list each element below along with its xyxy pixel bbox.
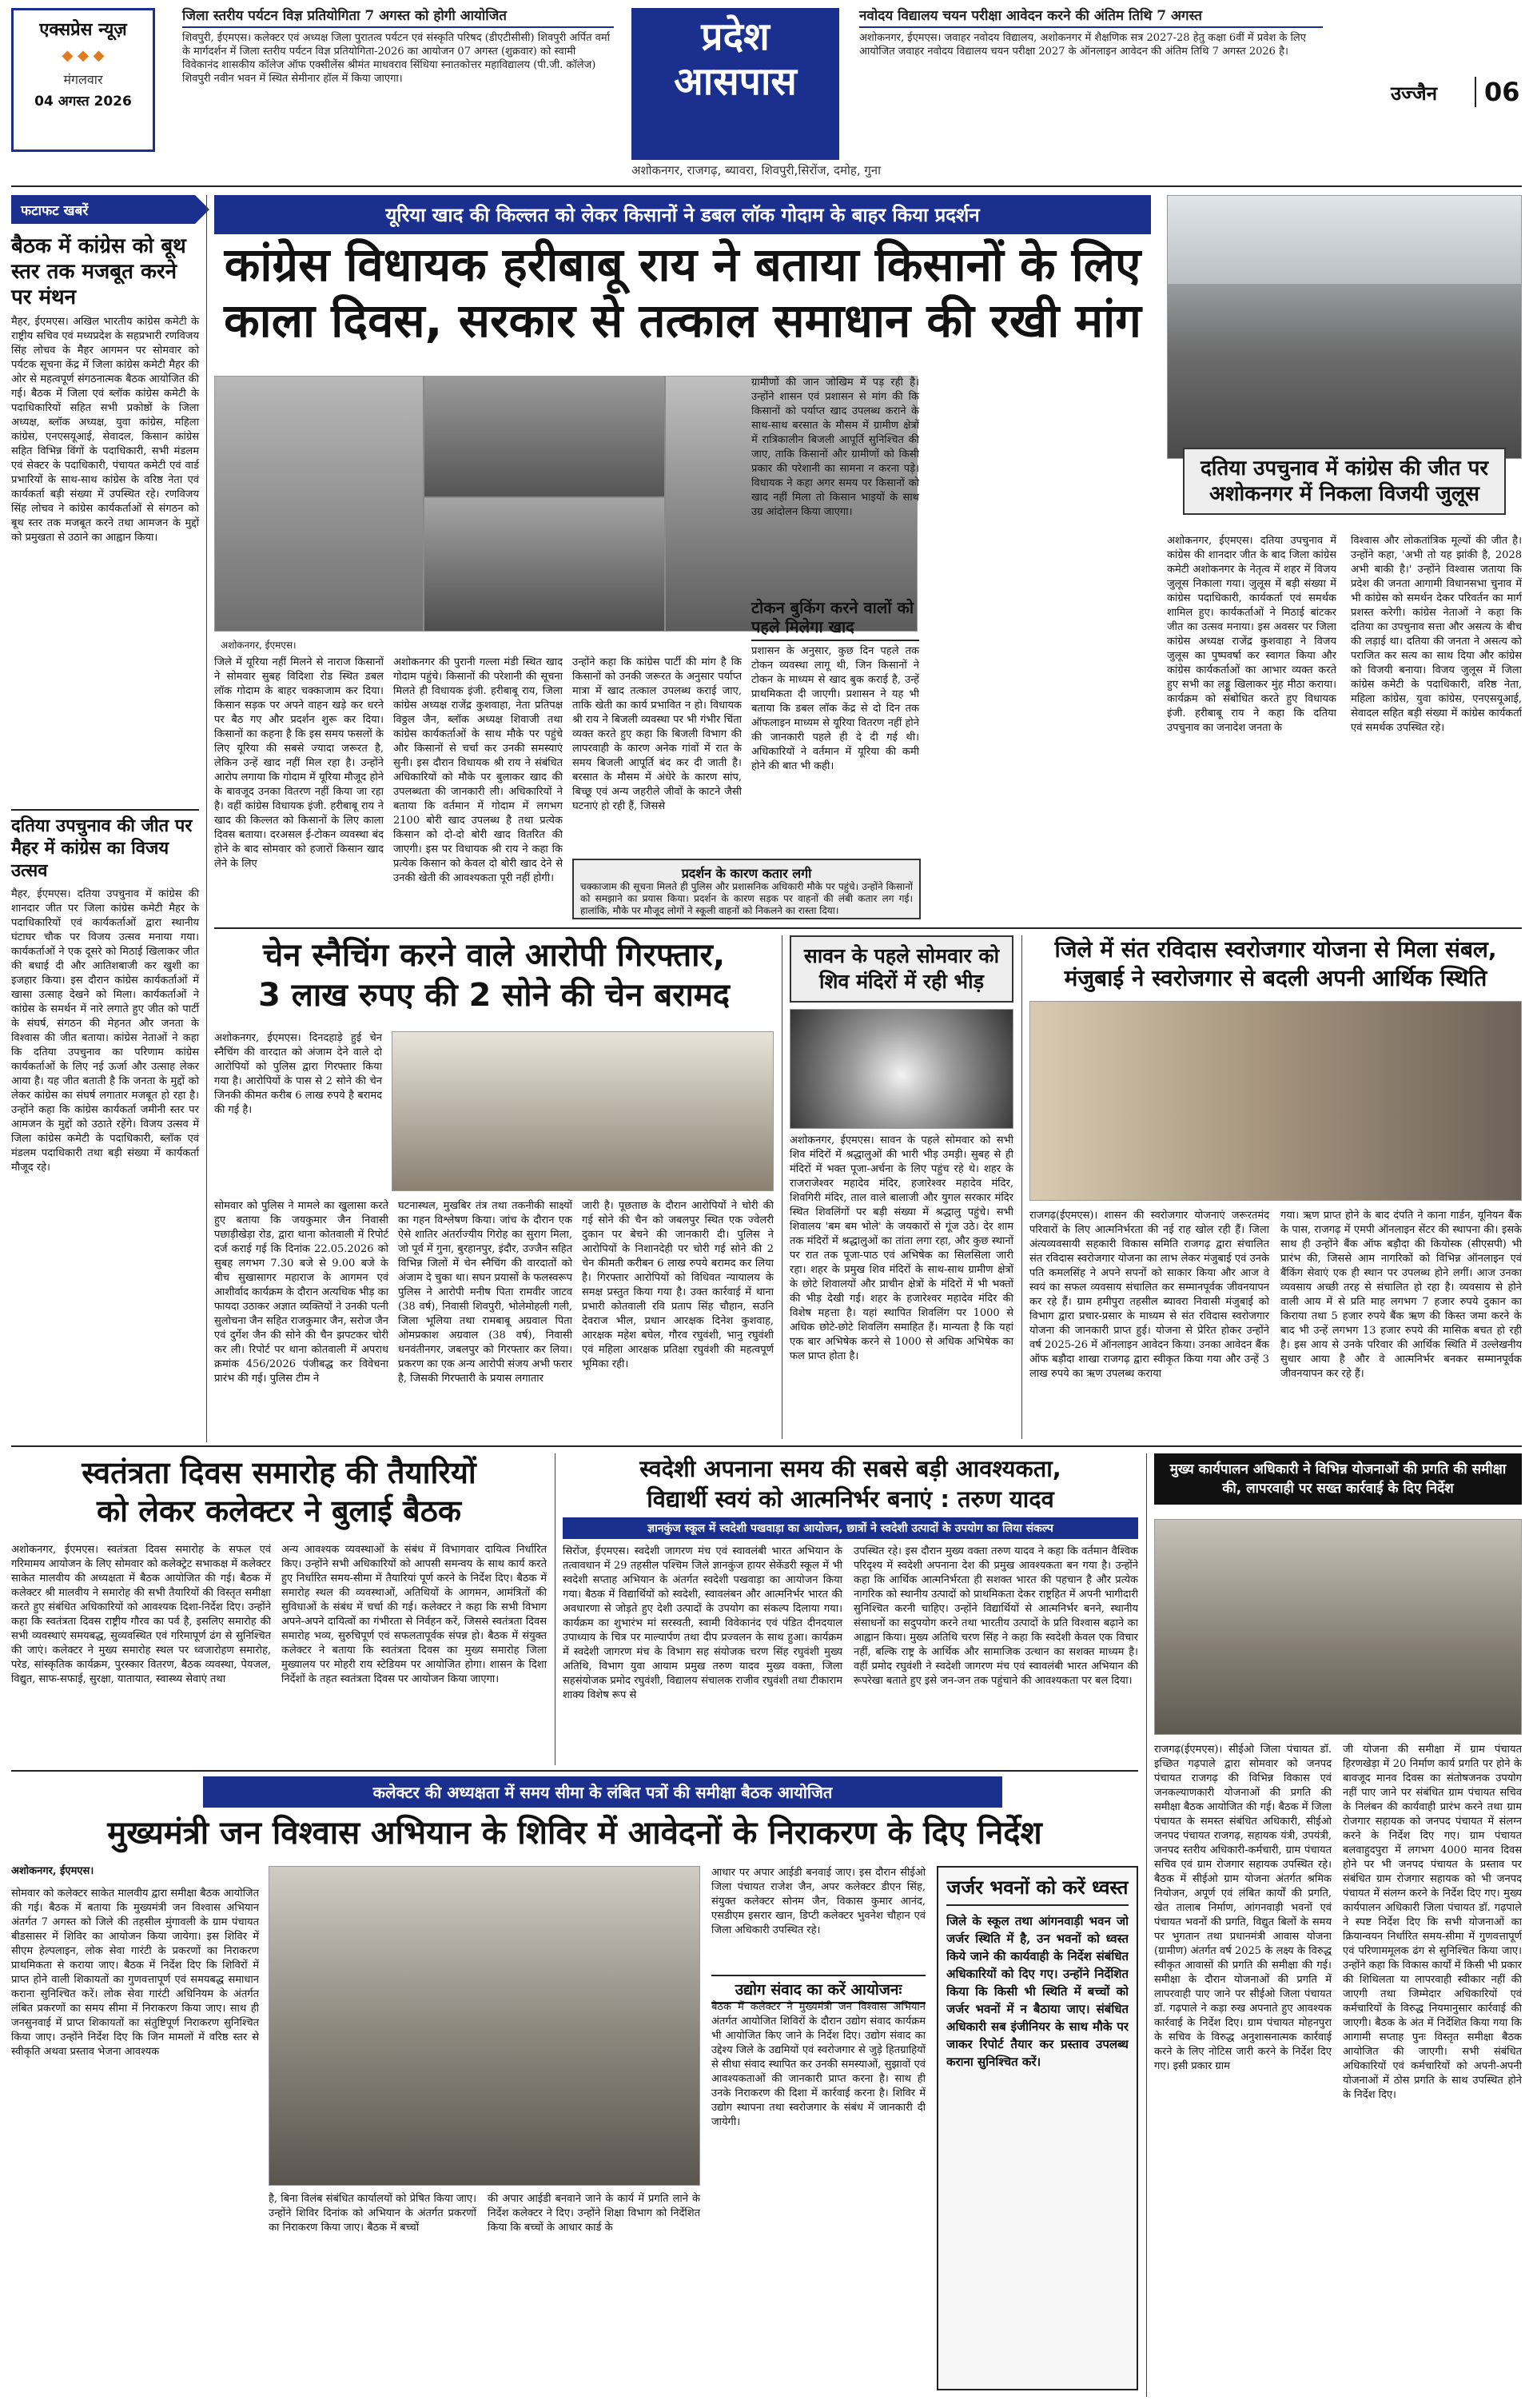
top-left-story [182,10,614,86]
section-districts: अशोकनगर, राजगढ़, ब्यावरा, शिवपुरी,सिरोंज, दमोह, गुना [631,163,882,177]
lead-sub-1 [751,598,919,844]
sidebar-vertical-rule [206,195,207,1442]
independence-headline [11,1453,547,1530]
sidebar-story-2-headline: दतिया उपचुनाव की जीत पर मैहर में कांग्रेस का विजय उत्सव [11,816,193,881]
swadeshi-headline [563,1453,1138,1514]
lead-column-4: ग्रामीणों की जान जोखिम में पड़ रही है। उन्होंने शासन एवं प्रशासन से मांग की कि किसानों को पर्याप्त खाद उपलब्ध कराने के साथ-साथ बरसात के मौसम में ग्रामीण क्षेत्रों में रात्रिकालीन बिजली आपूर्ति सुनिश्चित की जाए, ताकि किसानों और ग्रामीणों को किसी प्रकार की परेशानी का सामना न करना पड़े। विधायक ने कहा अगर समय पर किसानों को खाद नहीं मिला तो किसान भाइयों के साथ उग्र आंदोलन किया जाएगा। [751,377,919,518]
collector-kicker: कलेक्टर की अध्यक्षता में समय सीमा के लंबित पत्रों की समीक्षा बैठक आयोजित [203,1776,1002,1808]
lead-sub-1-body: प्रशासन के अनुसार, कुछ दिन पहले तक टोकन व्यवस्था लागू थी, जिन किसानों ने टोकन के माध्यम से खाद बुक कराई है, उन्हें प्राथमिकता दी जाएगी। प्रशासन ने यह भी बताया कि डबल लॉक केंद्र से दो दिन तक ऑफलाइन माध्यम से यूरिया वितरण नहीं होने की जानकारी पहले ही दे दी गई थी। अधिकारियों ने वर्तमान में यूरिया की कमी होने की बात भी कही। [751,645,919,772]
lead-photo-3 [424,498,664,632]
ravidas-photo [1029,1001,1522,1201]
ceo-vertical-rule [1146,1453,1147,2397]
rally-photo [1167,195,1522,459]
independence-headline-line1: स्वतंत्रता दिवस समारोह की तैयारियों [82,1455,476,1490]
swadeshi-column-1: सिरोंज, ईएमएस। स्वदेशी जागरण मंच एवं स्वावलंबी भारत अभियान के तत्वावधान में 29 तहसील पश्चिम जिले ज्ञानकुंज हायर सेकेंडरी स्कूल में भी स्वदेशी सप्ताह अभियान के अंतर्गत स्वदेशी पखवाड़ा का आयोजन किया गया। बैठक में विद्यार्थियों को स्वदेशी, स्वावलंबन और आत्मनिर्भर भारत की अवधारणा से जोड़ते हुए देशी उत्पादों के उपयोग का संकल्प दिलाया गया। कार्यक्रम का शुभारंभ मां सरस्वती, स्वामी विवेकानंद एवं पंडित दीनदयाल उपाध्याय के चित्र पर माल्यार्पण तथा दीप प्रज्वलन के साथ हुआ। कार्यक्रम में स्वदेशी जागरण मंच के विभाग सह संयोजक चरण सिंह रघुवंशी मुख्य अतिथि, विभाग युवा आयाम प्रमुख तरुण यादव मुख्य वक्ता, जिला सहसंयोजक प्रमोद रघुवंशी, विद्यालय संचालक राजीव रघुवंशी तथा टीकाराम शाक्य विशेष रूप से [563,1545,842,1701]
datia-column-2: विश्वास और लोकतांत्रिक मूल्यों की जीत है। उन्होंने कहा, 'अभी तो यह झांकी है, 2028 अभी बाकी है।' उन्होंने विश्वास जताया कि प्रदेश की जनता आगामी विधानसभा चुनाव में भी कांग्रेस को समर्थन देकर परिवर्तन का मार्ग प्रशस्त करेगी। कांग्रेस नेताओं ने कहा कि दतिया का उपचुनाव सत्ता और असत्य के बीच की लड़ाई था। दतिया की जनता ने असत्य को पराजित कर सत्य का साथ दिया और कांग्रेस को विजयी बनाया। विजय जुलूस में जिला कांग्रेस कमेटी के पदाधिकारी, वरिष्ठ नेता, महिला कांग्रेस, युवा कांग्रेस, एनएसयूआई, सेवादल सहित बड़ी संख्या में कांग्रेस कार्यकर्ता एवं समर्थक उपस्थित रहे। [1351,535,1522,734]
brand-name: एक्सप्रेस न्यूज़ [39,20,127,40]
ceo-headline: मुख्य कार्यपालन अधिकारी ने विभिन्न योजनाओं की प्रगति की समीक्षा की, लापरवाही पर सख्त कार्रवाई के दिए निर्देश [1154,1453,1522,1505]
sawan-body: अशोकनगर, ईएमएस। सावन के पहले सोमवार को सभी शिव मंदिरों में श्रद्धालुओं की भारी भीड़ उमड़ी। सुबह से ही मंदिरों में भक्त पूजा-अर्चना के लिए पहुंच रहे थे। शहर के राजराजेश्वर महादेव मंदिर, हजारेश्वर महादेव मंदिर, शिवगिरी मंदिर, ताल वाले बालाजी और युगल सरकार मंदिर स्थित शिवलिंगों पर बड़ी संख्या में श्रद्धालु पहुंचे। सभी शिवालय 'बम बम भोले' के जयकारों से गूंज उठे। देर शाम तक मंदिरों में श्रद्धालुओं का तांता लगा रहा, और कुछ स्थानों पर रात तक पूजा-पाठ एवं अभिषेक का सिलसिला जारी रहा। शहर के प्रमुख शिव मंदिरों के साथ-साथ ग्रामीण क्षेत्रों के छोटे शिवालयों और प्राचीन क्षेत्रों के मंदिरों में भी भक्तों की भीड़ देखी गई। शहर के हजारेश्वर महादेव मंदिर की विशेष महत्ता है। यहां स्थापित शिवलिंग पर 1000 से अधिक छोटे-छोटे शिवलिंग समाहित हैं। मान्यता है कि यहां एक बार अभिषेक करने से 1000 से अधिक अभिषेक का फल प्राप्त होता है। [790,1134,1013,1362]
row-rule-1 [214,927,1522,929]
ravidas-headline-line1: जिले में संत रविदास स्वरोजगार योजना से मिला संबल, [1054,936,1497,963]
top-right-headline: नवोदय विद्यालय चयन परीक्षा आवेदन करने की अंतिम तिथि 7 अगस्त [859,10,1323,28]
sidebar-story-1 [11,233,199,545]
ceo-column-1: राजगढ़(ईएमएस)। सीईओ जिला पंचायत डॉ. इच्छित गढ़पाले द्वारा सोमवार को जनपद पंचायत राजगढ़ की विभिन्न विकास एवं जनकल्याणकारी योजनाओं की प्रगति की समीक्षा बैठक आयोजित की गई। बैठक में जिला पंचायत के समस्त संबंधित अधिकारी, सीईओ जनपद पंचायत राजगढ़, सहायक यंत्री, उपयंत्री, जनपद स्तरीय अधिकारी-कर्मचारी, ग्राम पंचायत सचिव एवं ग्राम रोजगार सहायक उपस्थित रहे। बैठक में सीईओ ग्राम योजना अंतर्गत श्रमिक नियोजन, अपूर्ण एवं लंबित कार्यों की प्रगति, खेत तालाब निर्माण, आंगनवाड़ी भवनों एवं पंचायत भवनों की प्रगति, विद्युत बिलों के समय पर भुगतान तथा प्रधानमंत्री आवास योजना (ग्रामीण) अंतर्गत वर्ष 2025 के लक्ष्य के विरुद्ध स्वीकृत आवासों की प्रगति की समीक्षा की गई। समीक्षा के दौरान योजनाओं की प्रगति में लापरवाही पाए जाने पर सीईओ जिला पंचायत डॉ. गढ़पाले ने कड़ा रुख अपनाते हुए आवश्यक कार्रवाई के निर्देश दिए। ग्राम पंचायत मोहनपुरा के सचिव के विरुद्ध अनुशासनात्मक कार्रवाई करने के लिए नोटिस जारी करने के निर्देश दिए गए। इसी प्रकार ग्राम [1154,1744,1332,2072]
collector-column-2: आधार पर अपार आईडी बनवाई जाए। इस दौरान सीईओ जिला पंचायत राजेश जैन, अपर कलेक्टर डीएन सिंह, संयुक्त कलेक्टर सोनम जैन, विकास कुमार आनंद, एसडीएम इसरार खान, डिप्टी कलेक्टर भुवनेश चौहान एवं जिला अधिकारी उपस्थित रहे। [711,1867,926,1936]
lead-photo-caption: अशोकनगर, ईएमएस। [217,636,300,653]
datia-headline: दतिया उपचुनाव में कांग्रेस की जीत पर अशोकनगर में निकला विजयी जुलूस [1200,456,1489,506]
section-title-line1: प्रदेश [701,14,770,59]
sidebar-story-1-body: मैहर, ईएमएस। अखिल भारतीय कांग्रेस कमेटी के राष्ट्रीय सचिव एवं मध्यप्रदेश के सहप्रभारी रणविजय सिंह लोचव के मैहर आगमन पर सोमवार को पर्यटक सूचना केंद्र में जिला कांग्रेस कमेटी मैहर की ओर से महत्वपूर्ण संगठनात्मक बैठक आयोजित की गई। बैठक में जिला एवं ब्लॉक कांग्रेस कमेटी के पदाधिकारियों सहित सभी प्रकोष्ठों के जिला अध्यक्ष, ब्लॉक अध्यक्ष, युवा कांग्रेस, महिला कांग्रेस, एनएसयूआई, सेवादल, किसान कांग्रेस सहित विभिन्न विंगों के पदाधिकारी, सभी मंडलम एवं सेक्टर के पदाधिकारी, पंचायत कमेटी एवं वार्ड प्रभारियों के साथ-साथ कांग्रेस के वरिष्ठ नेता एवं कार्यकर्ता बड़ी संख्या में उपस्थित रहे। रणविजय सिंह लोचव ने कांग्रेस कार्यकर्ताओं से संगठन को बूथ स्तर तक मजबूत करने तथा आमजन के मुद्दों को प्रमुखता से उठाने का आह्वान किया। [11,316,199,544]
sawan-headline: सावन के पहले सोमवार को शिव मंदिरों में रही भीड़ [803,944,1000,993]
row-rule-2 [11,1445,1522,1447]
sidebar-story-1-headline: बैठक में कांग्रेस को बूथ स्तर तक मजबूत करने पर मंथन [11,234,186,309]
collector-column-2b: बैठक में कलेक्टर ने मुख्यमंत्री जन विश्वास अभियान अंतर्गत आयोजित शिविरों के दौरान उद्योग संवाद कार्यक्रम भी आयोजित किए जाने के निर्देश दिए। उद्योग संवाद का उद्देश्य जिले के उद्यमियों एवं स्वरोजगार से जुड़े हितग्राहियों से सीधा संवाद स्थापित कर उनकी समस्याओं, सुझावों एवं आवश्यकताओं की जानकारी प्राप्त करना है। साथ ही उनके निराकरण की दिशा में कार्रवाई करना है। शिविर में उद्योग स्थापना तथा स्वरोजगार के संबंध में जानकारी दी जायेगी। [711,2001,926,2128]
collector-photo [269,1866,700,2186]
collector-photo-below-text: है, बिना विलंब संबंधित कार्यालयों को प्रेषित किया जाए। उन्होंने शिविर दिनांक को अभियान के अंतर्गत प्रकरणों का निराकरण किया जाए। बैठक में बच्चों [269,2193,476,2234]
jarjar-box [937,1866,1138,2390]
sidebar-story-2 [11,815,199,1175]
issue-date: 04 अगस्त 2026 [34,94,132,110]
ravidas-headline [1029,935,1522,993]
sawan-headline-box [790,935,1013,1003]
swadeshi-headline-line1: स्वदेशी अपनाना समय की सबसे बड़ी आवश्यकता, [639,1455,1061,1482]
datia-headline-box [1183,448,1506,515]
chain-column-3: जारी है। पूछताछ के दौरान आरोपियों ने चोरी की गई सोने की चैन को जबलपुर स्थित एक ज्वेलरी दुकान पर बेचने की जानकारी दी। पुलिस ने आरोपियों के निशानदेही पर चोरी गई सोने की 2 चेन कीमती करीबन 6 लाख रुपये बरामद कर लिया है। गिरफ्तार आरोपियों को विधिवत न्यायालय के समक्ष प्रस्तुत किया गया है। उक्त कार्रवाई में थाना प्रभारी कोतवाली रवि प्रताप सिंह चौहान, सउनि देवराज भील, प्रधान आरक्षक दिनेश कुशवाह, आरक्षक महेश बघेल, गौरव रघुवंशी, भानु रघुवंशी एवं महिला आरक्षक प्रतिक्षा रघुवंशी की महत्वपूर्ण भूमिका रही। [582,1200,774,1370]
city-name: उज्जैन [1391,82,1438,105]
chain-headline [214,935,774,1015]
ravidas-column-2: गया। ऋण प्राप्त होने के बाद दंपति ने काना गार्डन, यूनियन बैंक के पास, राजगढ़ में एमपी ऑनलाइन सेंटर की स्थापना की। इसके साथ ही उन्होंने बैंक ऑफ बड़ौदा की कियोस्क (सीएसपी) भी प्रारंभ की, जिससे आम नागरिकों को विभिन्न ऑनलाइन एवं बैंकिंग सेवाएं एक ही स्थान पर उपलब्ध होने लगीं। आज उनका व्यवसाय अच्छी तरह से संचालित हो रहा है। व्यवसाय से होने वाली आय में से प्रति माह लगभग 7 हजार रुपये दुकान का किराया तथा 5 हजार रुपये बैंक ऋण की किस्त जमा करने के बाद भी उन्हें लगभग 13 हजार रुपये की मासिक बचत हो रही है। इस आय से उनके परिवार की आर्थिक स्थिति में उल्लेखनीय सुधार आया है और वे आत्मनिर्भर बनकर सम्मानपूर्वक जीवनयापन कर रहे हैं। [1280,1210,1522,1380]
issue-day: मंगलवार [63,72,103,87]
collector-column-1-tail: की अपार आईडी बनवाने जाने के कार्य में प्रगति लाने के निर्देश कलेक्टर ने दिए। उन्होंने शिक्षा विभाग को निर्देशित किया कि बच्चों के आधार कार्ड के [488,2193,700,2234]
swadeshi-kicker: ज्ञानकुंज स्कूल में स्वदेशी पखवाड़ा का आयोजन, छात्रों ने स्वदेशी उत्पादों के उपयोग का लिया संकल्प [563,1517,1138,1539]
lead-kicker: यूरिया खाद की किल्लत को लेकर किसानों ने डबल लॉक गोदाम के बाहर किया प्रदर्शन [214,195,1151,234]
swadeshi-headline-line2: विद्यार्थी स्वयं को आत्मनिर्भर बनाएं : तरुण यादव [647,1485,1054,1513]
lead-sub-2-body: चक्काजाम की सूचना मिलते ही पुलिस और प्रशासनिक अधिकारी मौके पर पहुंचे। उन्होंने किसानों को समझाने का प्रयास किया। प्रदर्शन के कारण सड़क पर वाहनों की लंबी कतार लग गई। हालांकि, मौके पर मौजूद लोगों ने स्कूली वाहनों को निकलने का रास्ता दिया। [580,881,913,917]
collector-headline: मुख्यमंत्री जन विश्वास अभियान के शिविर में आवेदनों के निराकरण के दिए निर्देश [107,1815,1042,1852]
independence-headline-line2: को लेकर कलेक्टर ने बुलाई बैठक [96,1493,462,1529]
top-right-story [859,10,1323,58]
chain-column-2: घटनास्थल, मुखबिर तंत्र तथा तकनीकी साक्ष्यों का गहन विश्लेषण किया। जांच के दौरान एक ऐसे शातिर अंतर्राज्यीय गिरोह का सुराग मिला, जो पूर्व में गुना, बुरहानपुर, इंदौर, उज्जैन सहित विभिन्न जिलों में चेन स्नैचिंग की वारदातों को अंजाम दे चुका था। सघन प्रयासों के फलस्वरूप पुलिस ने आरोपी मनीष पिता रामवीर जाटव (38 वर्ष), निवासी शिवपुरी, भोलेमोहली गली, जिला भूलिया तथा रामबाबू अग्रवाल पिता ओमप्रकाश अग्रवाल (38 वर्ष), निवासी धनवंतीनगर, जबलपुर को गिरफ्तार कर लिया। प्रकरण का एक अन्य आरोपी संजय अभी फरार है, जिसकी गिरफ्तारी के प्रयास लगातार [398,1200,572,1385]
lead-column-3: उन्होंने कहा कि कांग्रेस पार्टी की मांग है कि किसानों को उनकी जरूरत के अनुसार पर्याप्त मात्रा में खाद तत्काल उपलब्ध कराई जाए, ताकि खेती का कार्य प्रभावित न हो। विधायक श्री राय ने बिजली व्यवस्था पर भी गंभीर चिंता व्यक्त करते हुए कहा कि बिजली विभाग की लापरवाही के कारण अनेक गांवों में रात के समय बिजली आपूर्ति बंद कर दी जाती है। बरसात के मौसम में अंधेरे के कारण सांप, बिच्छू एवं अन्य जहरीले जीवों के काटने जैसी घटनाएं हो रही हैं, जिससे [572,656,742,812]
section-title-box [631,8,839,160]
row-rule-3 [11,1770,1138,1772]
chain-photo [392,1031,774,1191]
top-left-headline: जिला स्तरीय पर्यटन विज्ञ प्रतियोगिता 7 अगस्त को होगी आयोजित [182,10,614,28]
lead-photo-1 [215,377,423,632]
section-title-line2: आसपास [674,59,797,104]
chain-column-1: सोमवार को पुलिस ने मामले का खुलासा करते हुए बताया कि जयकुमार जैन निवासी पछाड़ीखेड़ा रोड, द्वारा थाना कोतवाली में रिपोर्ट दर्ज कराई गई कि दिनांक 22.05.2026 को सुबह लगभग 7.30 बजे से 9.00 बजे के बीच सुखासागर महाराज के आगमन एवं आशीर्वाद कार्यक्रम के दौरान अत्यधिक भीड़ का फायदा उठाकर अज्ञात व्यक्तियों ने उनकी पत्नी सुलोचना जैन सहित राजकुमार जैन, सरोज जैन एवं दुर्गेश जैन की सोने की चैन झपटकर चोरी कर ली। रिपोर्ट पर थाना कोतवाली में अपराध क्रमांक 456/2026 पंजीबद्ध कर विवेचना प्रारंभ की गई। पुलिस टीम ने [214,1200,388,1385]
lead-headline-line1: कांग्रेस विधायक हरीबाबू राय ने बताया किसानों के लिए [224,237,1141,292]
masthead-rule [11,185,1522,187]
chain-intro: अशोकनगर, ईएमएस। दिनदहाड़े हुई चेन स्नैचिंग की वारदात को अंजाम देने वाले दो आरोपियों को पुलिस द्वारा गिरफ्तार किया गया है। आरोपियों के पास से 2 सोने की चेन जिनकी कीमत करीब 6 लाख रुपये है बरामद की गई है। [214,1032,382,1116]
lead-sub-2-box [572,859,921,919]
sawan-photo [790,1009,1013,1129]
lead-sub-2-headline: प्रदर्शन के कारण कतार लगी [681,866,812,881]
ravidas-headline-line2: मंजुबाई ने स्वरोजगार से बदली अपनी आर्थिक स्थिति [1064,965,1487,991]
collector-sub-headline: उद्योग संवाद का करें आयोजनः [711,1975,926,2003]
lead-sub-1-headline: टोकन बुकिंग करने वालों को पहले मिलेगा खाद [751,598,919,641]
rally-photo-sky [1168,196,1522,284]
independence-column-1: अशोकनगर, ईएमएस। स्वतंत्रता दिवस समारोह के सफल एवं गरिमामय आयोजन के लिए सोमवार को कलेक्ट्रेट सभाकक्ष में कलेक्टर साकेत मालवीय की अध्यक्षता में बैठक आयोजित की गई। बैठक में कलेक्टर श्री मालवीय ने समारोह की सभी तैयारियों की विस्तृत समीक्षा करते हुए संबंधित अधिकारियों को आवश्यक दिशा-निर्देश दिए। उन्होंने कहा कि स्वतंत्रता दिवस राष्ट्रीय गौरव का पर्व है, इसलिए समारोह की सभी व्यवस्थाएं समयबद्ध, सुव्यवस्थित एवं गरिमापूर्ण ढंग से सुनिश्चित की जाएं। कलेक्टर ने मुख्य समारोह स्थल पर ध्वजारोहण समारोह, परेड, सांस्कृतिक कार्यक्रम, पुरस्कार वितरण, बैठक व्यवस्था, पेयजल, विद्युत, साफ-सफाई, सुरक्षा, यातायात, स्वास्थ्य सेवाएं तथा [11,1544,271,1685]
collector-dateline: अशोकनगर, ईएमएस। [11,1865,94,1877]
chain-headline-line1: चेन स्नैचिंग करने वाले आरोपी गिरफ्तार, [262,937,726,974]
ceo-column-2: जी योजना की समीक्षा में ग्राम पंचायत हिरणखेड़ा में 20 निर्माण कार्य प्रगति पर होने के बावजूद मानव दिवस का संतोषजनक उपयोग नहीं पाए जाने पर संबंधित ग्राम पंचायत सचिव के निलंबन की कार्यवाही प्रारंभ करने तथा ग्राम रोजगार सहायक को जनपद पंचायत में संलग्न करने के निर्देश दिए गए। ग्राम पंचायत बलवाहुदपुरा में लगभग 4000 मानव दिवस होने पर भी जनपद पंचायत के प्रस्ताव पर संबंधित ग्राम रोजगार सहायक को भी जनपद पंचायत में संलग्न करने के निर्देश दिए गए। मुख्य कार्यपालन अधिकारी जिला पंचायत डॉ. गढ़पाले ने स्पष्ट निर्देश दिए कि सभी योजनाओं का क्रियान्वयन निर्धारित समय-सीमा में गुणवत्तापूर्ण एवं परिणाममूलक ढंग से सुनिश्चित किया जाए। उन्होंने कहा कि विकास कार्यों में किसी भी प्रकार की शिथिलता या लापरवाही स्वीकार नहीं की जाएगी तथा जिम्मेदार अधिकारियों एवं कर्मचारियों के विरुद्ध नियमानुसार कार्रवाई की जाएगी। बैठक के अंत में निर्देशित किया गया कि आगामी सप्ताह पुनः विस्तृत समीक्षा बैठक आयोजित की जाएगी। सभी संबंधित अधिकारियों एवं कर्मचारियों को अपनी-अपनी योजनाओं में ठोस प्रगति के साथ उपस्थित होने के निर्देश दिए। [1343,1744,1522,2101]
sidebar-story-2-body: मैहर, ईएमएस। दतिया उपचुनाव में कांग्रेस की शानदार जीत पर जिला कांग्रेस कमेटी मैहर के पदाधिकारियों एवं कार्यकर्ताओं द्वारा स्थानीय घंटाघर चौक पर विजय उत्सव मनाया गया। कार्यकर्ताओं ने एक दूसरे को मिठाई खिलाकर जीत की बधाई दी और आतिशबाजी कर खुशी का इजहार किया। इस दौरान कांग्रेस कार्यकर्ताओं में खासा उत्साह देखने को मिला। कार्यकर्ताओं ने कांग्रेस के समर्थन में नारे लगाते हुए जीत को पार्टी के संघर्ष, संगठन की मेहनत और जनता के विश्वास की जीत बताया। कांग्रेस नेताओं ने कहा कि दतिया उपचुनाव का परिणाम कांग्रेस कार्यकर्ताओं के लिए नई ऊर्जा और उत्साह लेकर आया है। यह जीत बताती है कि जनता के मुद्दों को लेकर कांग्रेस का संघर्ष लगातार मजबूत हो रहा है। उन्होंने कहा कि कांग्रेस कार्यकर्ता जमीनी स्तर पर आमजन के मुद्दों को उठाते रहेंगे। विजय उत्सव में जिला कांग्रेस कमेटी के पदाधिकारी, ब्लॉक एवं मंडलम पदाधिकारी तथा बड़ी संख्या में कार्यकर्ता मौजूद रहे। [11,888,199,1174]
sidebar-divider [11,809,199,811]
page-number: 06 [1475,77,1520,107]
lead-column-2: अशोकनगर की पुरानी गल्ला मंडी स्थित खाद गोदाम पहुंचे। किसानों की परेशानी की सूचना मिलते ही विधायक इंजी. हरीबाबू राय, जिला कांग्रेस अध्यक्ष राजेंद्र कुशवाहा, नेता प्रतिपक्ष विठ्ठल जैन, ब्लॉक अध्यक्ष शिवाजी तथा कांग्रेस कार्यकर्ताओं के साथ मौके पर पहुंचे और किसानों से चर्चा कर उनकी समस्याएं सुनी। इस दौरान विधायक श्री राय ने संबंधित अधिकारियों को मौके पर बुलाकर खाद की उपलब्धता की जानकारी ली। अधिकारियों ने बताया कि वर्तमान में गोदाम में लगभग 2100 बोरी खाद उपलब्ध है तथा प्रत्येक किसान को दो-दो बोरी खाद वितरित की जाएगी। इस पर विधायक श्री राय ने कहा कि प्रत्येक किसान को केवल दो बोरी खाद देने से उनकी खेती की आवश्यकता पूरी नहीं होगी। [393,656,563,884]
chain-headline-line2: 3 लाख रुपए की 2 सोने की चेन बरामद [257,977,731,1014]
brand-diamond-icon: ◆ ◆ ◆ [62,47,105,64]
top-left-body: शिवपुरी, ईएमएस। कलेक्टर एवं अध्यक्ष जिला पुरातत्व पर्यटन एवं संस्कृति परिषद (डीएटीसीसी) शिवपुरी अर्पित वर्मा के मार्गदर्शन में जिला स्तरीय पर्यटन विज्ञ प्रतियोगिता-2026 का आयोजन 07 अगस्त (शुक्रवार) को स्वामी विवेकानंद शासकीय कॉलेज ऑफ एक्सीलेंस श्रीमंत माधवराव सिंधिया स्नातकोत्तर महाविद्यालय (पी.जी. कॉलेज) शिवपुरी नवीन भवन में स्थित सेमीनार हॉल में किया जाएगा। [182,32,610,85]
collector-column-1: सोमवार को कलेक्टर साकेत मालवीय द्वारा समीक्षा बैठक आयोजित की गई। बैठक में बताया कि मुख्यमंत्री जन विश्वास अभियान अंतर्गत 7 अगस्त को जिले की तहसील मुंगावली के ग्राम पंचायत बीडसासर में शिविर का आयोजन किया जायेगा। इस शिविर में सीएम हेल्पलाइन, लोक सेवा गारंटी के प्रकरणों का निराकरण प्राथमिकता से कराया जाए। बैठक में निर्देश दिए कि शिविरों में प्राप्त होने वाली शिकायतों का गुणवत्तापूर्ण एवं समयबद्ध समाधान कराना सुनिश्चित करें। लोक सेवा गारंटी अधिनियम के अंतर्गत लंबित प्रकरणों का समय सीमा में निराकरण किया जाए। साथ ही जनसुनवाई में प्राप्त शिकायतों का संतुष्टिपूर्ण निराकरण सुनिश्चित किया जाए। उन्होंने निर्देश दिए कि जिन मामलों में वरिष्ठ स्तर से स्वीकृति अथवा प्रस्ताव भेजना आवश्यक [11,1888,259,2058]
sawan-vertical-rule [1021,935,1022,1439]
lead-headline [214,237,1151,349]
jarjar-headline: जर्जर भवनों को करें ध्वस्त [946,1876,1129,1906]
sidebar-label: फटाफट खबरें [11,195,195,224]
ravidas-column-1: राजगढ़(ईएमएस)। शासन की स्वरोजगार योजनाएं जरूरतमंद परिवारों के लिए आत्मनिर्भरता की नई राह खोल रही हैं। जिला अंत्यव्यवसायी सहकारी विकास समिति राजगढ़ द्वारा संचालित संत रविदास स्वरोजगार योजना का लाभ लेकर मंजुबाई एवं उनके पति कमलसिंह ने अपने सपनों को साकार किया और आज वे स्वयं का सफल व्यवसाय संचालित कर सम्मानपूर्वक जीवनयापन कर रहे हैं। ग्राम हमीपुरा तहसील ब्यावरा निवासी मंजुबाई को विभाग द्वारा प्रचार-प्रसार के माध्यम से संत रविदास स्वरोजगार योजना की जानकारी प्राप्त हुई। योजना से प्रेरित होकर उन्होंने वर्ष 2025-26 में ऑनलाइन आवेदन किया। उनका आवेदन बैंक ऑफ बड़ौदा शाखा राजगढ़ द्वारा स्वीकृत किया गया और उन्हें 3 लाख रुपये का ऋण उपलब्ध कराया [1029,1210,1269,1380]
top-right-body: अशोकनगर, ईएमएस। जवाहर नवोदय विद्यालय, अशोकनगर में शैक्षणिक सत्र 2027-28 हेतु कक्षा 6वीं में प्रवेश के लिए आयोजित जवाहर नवोदय विद्यालय चयन परीक्षा 2027 के ऑनलाइन आवेदन की अंतिम तिथि 7 अगस्त 2026 है। [859,32,1306,58]
swadeshi-column-2: उपस्थित रहे। इस दौरान मुख्य वक्ता तरुण यादव ने कहा कि वर्तमान वैश्विक परिदृश्य में स्वदेशी अपनाना देश की प्रमुख आवश्यकता बन गया है। उन्होंने कहा कि आर्थिक आत्मनिर्भरता ही सशक्त भारत की पहचान है और प्रत्येक नागरिक को स्थानीय उत्पादों को प्राथमिकता देकर राष्ट्रहित में अपनी भागीदारी सुनिश्चित करनी चाहिए। उन्होंने विद्यार्थियों से आत्मनिर्भर बनने, स्थानीय संसाधनों का सदुपयोग करने तथा भारतीय उत्पादों के प्रति विश्वास बढ़ाने का आह्वान किया। मुख्य अतिथि चरण सिंह ने कहा कि स्वदेशी केवल एक विचार नहीं, बल्कि राष्ट्र के आर्थिक और सामाजिक उत्थान का सशक्त माध्यम है। वहीं प्रमोद रघुवंशी ने स्वदेशी जागरण मंच एवं स्वावलंबी भारत अभियान की रूपरेखा बताते हुए इसे जन-जन तक पहुंचाने की आवश्यकता पर बल दिया। [854,1545,1138,1687]
datia-column-1: अशोकनगर, ईएमएस। दतिया उपचुनाव में कांग्रेस की शानदार जीत के बाद जिला कांग्रेस कमेटी अशोकनगर के नेतृत्व में शहर में विजय जुलूस निकाला गया। जुलूस में बड़ी संख्या में कांग्रेस पदाधिकारी, कार्यकर्ता एवं समर्थक शामिल हुए। कार्यकर्ताओं ने मिठाई बांटकर जीत का उत्सव मनाया। इस अवसर पर जिला कांग्रेस अध्यक्ष राजेंद्र कुशवाहा ने विजय जुलूस का पुष्पवर्षा कर स्वागत किया और कांग्रेस कार्यकर्ताओं का आभार व्यक्त करते हुए सभी का लड्डू खिलाकर मुंह मीठा कराया। कार्यक्रम को संबोधित करते हुए विधायक इंजी. हरीबाबू राय ने कहा कि दतिया उपचुनाव का जनादेश जनता के [1167,535,1336,734]
masthead-brand-box [11,8,155,152]
lead-headline-line2: काला दिवस, सरकार से तत्काल समाधान की रखी मांग [224,293,1141,348]
jarjar-body: जिले के स्कूल तथा आंगनवाड़ी भवन जो जर्जर स्थिति में है, उन भवनों को ध्वस्त किये जाने की कार्यवाही के निर्देश संबंधित अधिकारियों को दिए गए। उन्होंने निर्देशित किया कि किसी भी स्थिति में बच्चों को जर्जर भवनों में न बैठाया जाए। संबंधित अधिकारी सब इंजीनियर के साथ मौके पर जाकर रिपोर्ट तैयार कर प्रस्ताव उपलब्ध कराना सुनिश्चित करें। [946,1914,1129,2069]
ceo-photo [1154,1519,1522,1735]
lead-column-1: जिले में यूरिया नहीं मिलने से नाराज किसानों ने सोमवार सुबह विदिशा रोड स्थित डबल लॉक गोदाम के बाहर चक्काजाम कर दिया। किसान सड़क पर अपने वाहन खड़े कर धरने पर बैठ गए और प्रदर्शन शुरू कर दिया। किसानों का कहना है कि इस समय फसलों के लिए यूरिया की सबसे ज्यादा जरूरत है, लेकिन उन्हें खाद नहीं मिल रहा है। उन्होंने आरोप लगाया कि गोदाम में यूरिया मौजूद होने के बावजूद उनका वितरण नहीं किया जा रहा है। वहीं कांग्रेस विधायक इंजी. हरीबाबू राय ने खाद की किल्लत को किसानों के लिए काला दिवस बताया। दरअसल ई-टोकन व्यवस्था बंद होने के बाद सोमवार को हजारों किसान खाद लेने के लिए [214,656,384,870]
independence-column-2: अन्य आवश्यक व्यवस्थाओं के संबंध में विभागवार दायित्व निर्धारित किए। उन्होंने सभी अधिकारियों को आपसी समन्वय के साथ कार्य करते हुए निर्धारित समय-सीमा में तैयारियां पूर्ण करने के निर्देश दिए। बैठक में समारोह स्थल की व्यवस्थाओं, अतिथियों के आगमन, आमंत्रितों की सुविधाओं के संबंध में चर्चा की गई। कलेक्टर ने कहा कि सभी विभाग अपने-अपने दायित्वों का गंभीरता से निर्वहन करें, जिससे स्वतंत्रता दिवस समारोह भव्य, सुरुचिपूर्ण एवं सफलतापूर्वक संपन्न हो। बैठक में संयुक्त कलेक्टर ने बताया कि स्वतंत्रता दिवस का मुख्य समारोह जिला मुख्यालय पर मोहरी राय स्टेडियम पर आयोजित होगा। शासन के दिशा निर्देशों के तहत स्वतंत्रता दिवस पर आयोजन किया जाएगा। [281,1544,547,1685]
lead-photo-2 [424,377,664,496]
